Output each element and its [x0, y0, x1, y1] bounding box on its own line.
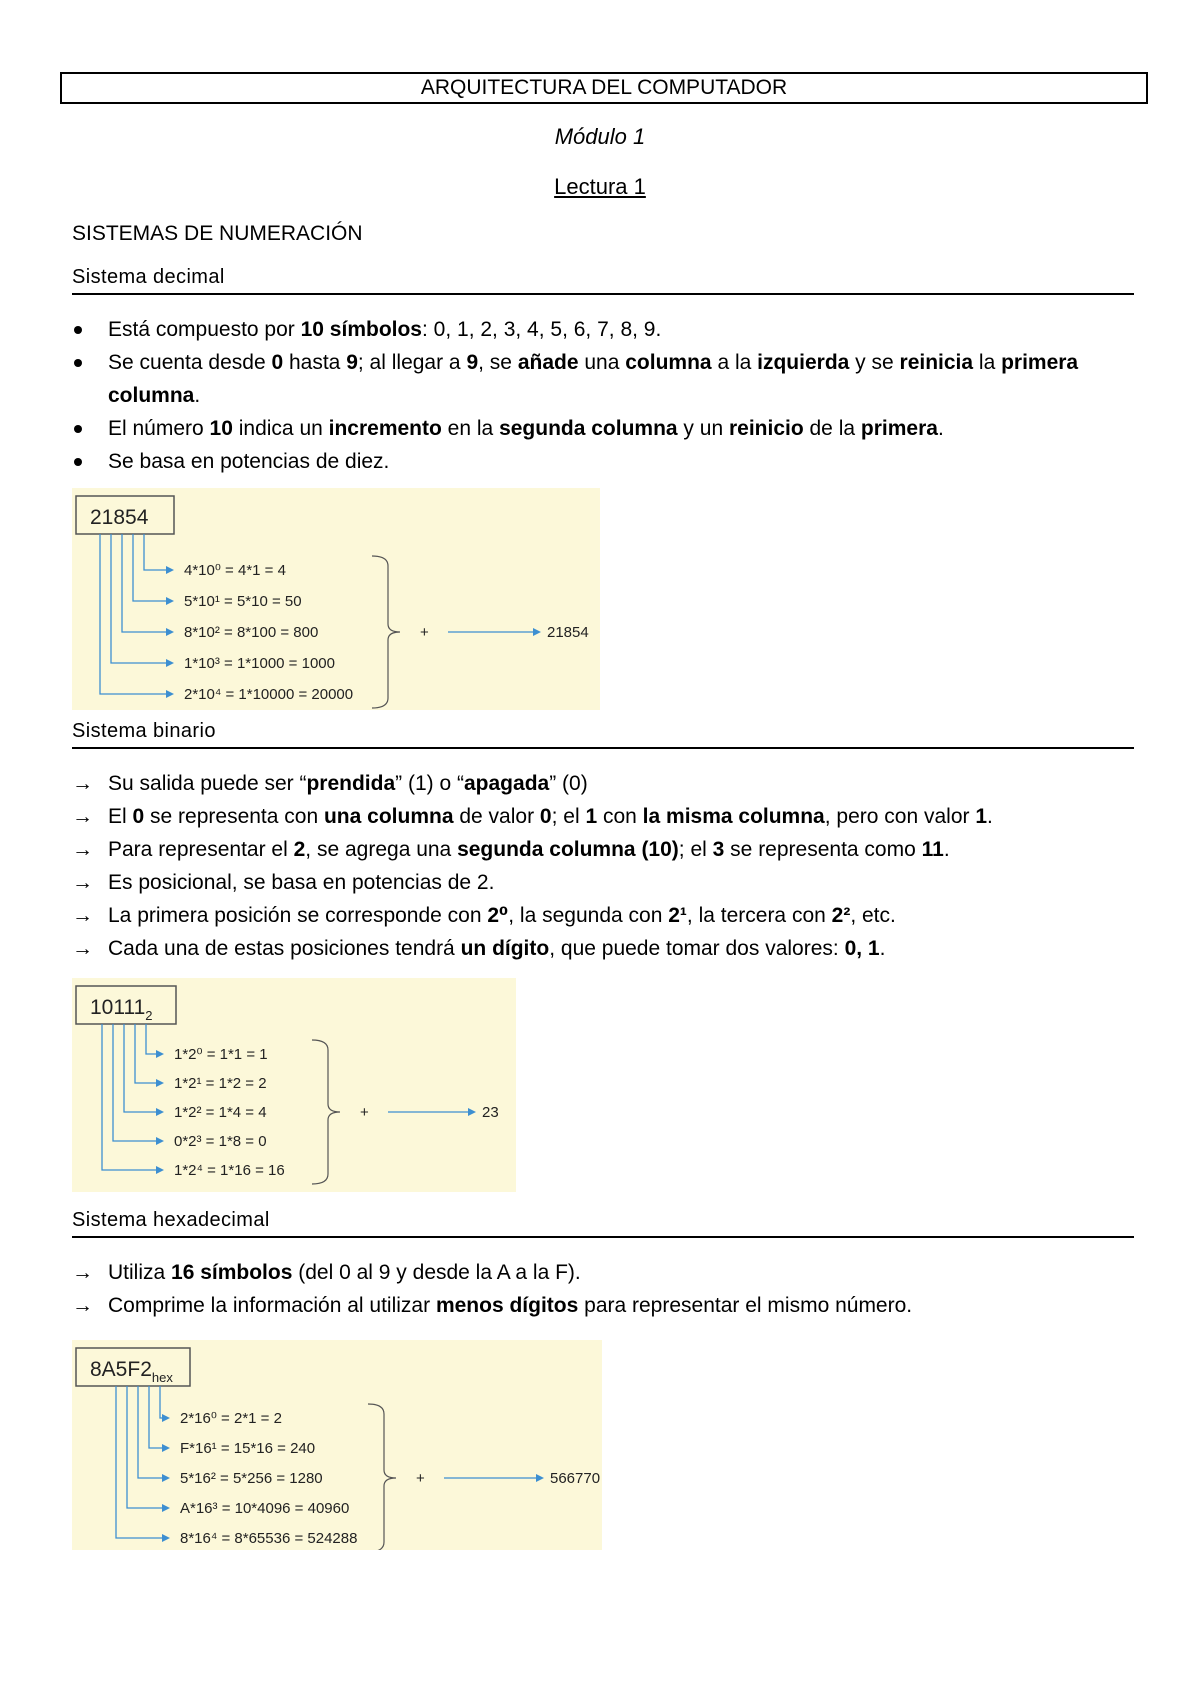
text: , etc. [850, 904, 896, 927]
bold-text: primera [860, 417, 938, 440]
brace-shape [372, 556, 400, 708]
text: de valor [453, 805, 540, 828]
bold-text: reinicio [728, 417, 804, 440]
arrow-head-icon [162, 1474, 170, 1482]
bold-text: segunda columna (10) [457, 838, 679, 861]
text: indica un [232, 417, 329, 440]
binary-bullet-item [72, 899, 1142, 932]
text: con [597, 805, 643, 828]
text: La primera posición se corresponde con [108, 904, 488, 927]
arrow-head-icon [166, 566, 174, 574]
arrow-right-icon: → [72, 937, 93, 960]
bold-text: reinicia [899, 351, 974, 374]
binary-diagram [72, 978, 516, 1192]
branch-line [133, 534, 166, 601]
bold-text: un dígito [460, 937, 550, 960]
text: Es posicional, se basa en potencias de 2. [108, 871, 495, 894]
bold-text: 16 símbolos [171, 1261, 293, 1284]
text: (del 0 al 9 y desde la A a la F). [292, 1261, 581, 1284]
number-label: 21854 [90, 506, 149, 529]
equation-label: 5*16² = 5*256 = 1280 [180, 1470, 323, 1487]
bold-text: menos dígitos [435, 1294, 579, 1317]
bold-text: 0, 1 [844, 937, 880, 960]
text: , que puede tomar dos valores: [549, 937, 845, 960]
equation-label: 1*2⁰ = 1*1 = 1 [174, 1046, 268, 1063]
binary-bullet-item [72, 767, 1142, 800]
text: se representa como [724, 838, 922, 861]
binary-bullet-item [72, 833, 1142, 866]
text: una [578, 351, 626, 374]
bold-text: izquierda [757, 351, 850, 374]
arrow-head-icon [162, 1504, 170, 1512]
bold-text: 1 [585, 805, 598, 828]
text: Se cuenta desde [108, 351, 272, 374]
arrow-head-icon [156, 1108, 164, 1116]
equation-label: 1*2⁴ = 1*16 = 16 [174, 1162, 285, 1179]
bold-text: 10 símbolos [300, 318, 422, 341]
text: Está compuesto por [108, 318, 301, 341]
text: para representar el mismo número. [578, 1294, 913, 1317]
hex-bullet-item [72, 1256, 1142, 1289]
binary-bullet-item [72, 932, 1142, 965]
arrow-right-icon: → [72, 1261, 93, 1284]
decimal-bullet-list [72, 313, 1142, 478]
bold-text: 0 [132, 805, 145, 828]
hex-bullet-item [72, 1289, 1142, 1322]
bullet-dot-icon [74, 359, 82, 367]
branch-line [127, 1386, 162, 1508]
document-title: ARQUITECTURA DEL COMPUTADOR [60, 72, 1148, 104]
arrow-right-icon: → [72, 805, 93, 828]
bold-text: añade [517, 351, 579, 374]
decimal-bullet-item [72, 346, 1142, 412]
text: , se [478, 351, 518, 374]
result-label: 23 [482, 1104, 499, 1121]
arrow-right-icon: → [72, 904, 93, 927]
plus-label: + [416, 1470, 425, 1487]
arrow-head-icon [162, 1444, 170, 1452]
arrow-head-icon [166, 659, 174, 667]
text: de la [803, 417, 861, 440]
reading-label: Lectura 1 [554, 174, 646, 199]
module-label: Módulo 1 [554, 124, 646, 149]
text: ” (0) [549, 772, 588, 795]
text: . [879, 937, 886, 960]
brace-shape [368, 1404, 396, 1550]
bold-text: 10 [209, 417, 233, 440]
arrow-head-icon [156, 1079, 164, 1087]
bold-text: columna [625, 351, 712, 374]
branch-line [102, 1024, 156, 1170]
arrow-head-icon [536, 1474, 544, 1482]
diagram-svg [72, 978, 516, 1192]
result-label: 21854 [547, 624, 589, 641]
bold-text: 0 [271, 351, 284, 374]
equation-label: 8*16⁴ = 8*65536 = 524288 [180, 1530, 358, 1547]
equation-label: F*16¹ = 15*16 = 240 [180, 1440, 316, 1457]
arrow-head-icon [156, 1137, 164, 1145]
bullet-dot-icon [74, 425, 82, 433]
arrow-head-icon [166, 628, 174, 636]
arrow-head-icon [156, 1050, 164, 1058]
equation-label: 1*2² = 1*4 = 4 [174, 1104, 267, 1121]
arrow-head-icon [468, 1108, 476, 1116]
arrow-right-icon: → [72, 838, 93, 861]
text: . [937, 417, 944, 440]
arrow-head-icon [166, 690, 174, 698]
number-subscript: 2 [145, 1008, 153, 1023]
text: hasta [283, 351, 347, 374]
text: . [943, 838, 950, 861]
number-subscript: hex [151, 1370, 173, 1385]
bold-text: la misma columna [642, 805, 825, 828]
text: Utiliza [108, 1261, 172, 1284]
text: , pero con valor [824, 805, 976, 828]
bold-text: prendida [306, 772, 396, 795]
text: y se [849, 351, 900, 374]
arrow-head-icon [162, 1534, 170, 1542]
text: y un [677, 417, 729, 440]
number-label: $10111_2$ [90, 996, 153, 1023]
arrow-head-icon [162, 1414, 170, 1422]
equation-label: 5*10¹ = 5*10 = 50 [184, 593, 302, 610]
text: ; el [678, 838, 713, 861]
branch-line [116, 1386, 162, 1538]
text: ; al llegar a [357, 351, 467, 374]
text: ” (1) o “ [395, 772, 464, 795]
bold-text: 9 [466, 351, 479, 374]
section-title: SISTEMAS DE NUMERACIÓN [72, 222, 363, 245]
text: en la [441, 417, 500, 440]
hex-diagram [72, 1340, 602, 1550]
result-label: 566770 [550, 1470, 601, 1487]
binary-bullet-item [72, 866, 1142, 899]
bold-text: 1 [975, 805, 988, 828]
branch-line [144, 534, 166, 570]
bold-text: primera columna [108, 351, 1079, 407]
diagram-svg [72, 488, 600, 710]
bold-text: 9 [346, 351, 358, 374]
branch-line [138, 1386, 162, 1478]
bold-text: segunda columna [499, 417, 678, 440]
branch-line [124, 1024, 156, 1112]
number-label: $8A5F2_{hex}$ [90, 1358, 173, 1385]
arrow-right-icon: → [72, 871, 93, 894]
hex-bullet-list [72, 1256, 1142, 1322]
bold-text: incremento [328, 417, 442, 440]
text: se representa con [144, 805, 324, 828]
bold-text: 2⁰ [487, 904, 509, 927]
equation-label: 4*10⁰ = 4*1 = 4 [184, 562, 286, 579]
bold-text: 2¹ [668, 904, 687, 927]
equation-label: 2*16⁰ = 2*1 = 2 [180, 1410, 282, 1427]
equation-label: A*16³ = 10*4096 = 40960 [180, 1500, 350, 1517]
equation-label: 2*10⁴ = 1*10000 = 20000 [184, 686, 354, 703]
text: la [973, 351, 1002, 374]
branch-line [160, 1386, 162, 1418]
decimal-heading: Sistema decimal [72, 266, 1134, 295]
decimal-bullet-item [72, 313, 1142, 346]
bold-text: 0 [539, 805, 552, 828]
arrow-head-icon [533, 628, 541, 636]
bullet-dot-icon [74, 458, 82, 466]
text: Se basa en potencias de diez. [108, 450, 390, 473]
plus-label: + [360, 1104, 369, 1121]
equation-label: 1*10³ = 1*1000 = 1000 [184, 655, 335, 672]
hex-heading: Sistema hexadecimal [72, 1209, 1134, 1238]
equation-label: 0*2³ = 1*8 = 0 [174, 1133, 267, 1150]
bold-text: 3 [712, 838, 725, 861]
branch-line [146, 1024, 156, 1054]
binary-bullet-item [72, 800, 1142, 833]
arrow-right-icon: → [72, 772, 93, 795]
text: , la tercera con [686, 904, 832, 927]
text: : 0, 1, 2, 3, 4, 5, 6, 7, 8, 9. [422, 318, 662, 341]
bold-text: 2 [293, 838, 306, 861]
arrow-head-icon [166, 597, 174, 605]
equation-label: 8*10² = 8*100 = 800 [184, 624, 319, 641]
binary-bullet-list [72, 767, 1142, 965]
diagram-svg [72, 1340, 602, 1550]
bold-text: 11 [921, 838, 944, 861]
arrow-right-icon: → [72, 1294, 93, 1317]
text: . [987, 805, 993, 828]
text: El número [108, 417, 210, 440]
bullet-dot-icon [74, 326, 82, 334]
plus-label: + [420, 624, 429, 641]
text: , la segunda con [508, 904, 669, 927]
text: a la [711, 351, 758, 374]
decimal-diagram [72, 488, 600, 710]
text: Su salida puede ser “ [108, 772, 307, 795]
text: . [194, 384, 201, 407]
decimal-bullet-item [72, 412, 1142, 445]
bold-text: una columna [323, 805, 454, 828]
text: Para representar el [108, 838, 294, 861]
text: , se agrega una [305, 838, 458, 861]
decimal-bullet-item [72, 445, 1142, 478]
text: Cada una de estas posiciones tendrá [108, 937, 461, 960]
branch-line [111, 534, 166, 663]
bold-text: apagada [464, 772, 550, 795]
brace-shape [312, 1040, 340, 1184]
text: El [108, 805, 133, 828]
equation-label: 1*2¹ = 1*2 = 2 [174, 1075, 267, 1092]
binary-heading: Sistema binario [72, 720, 1134, 749]
text: ; el [551, 805, 586, 828]
text: Comprime la información al utilizar [108, 1294, 436, 1317]
arrow-head-icon [156, 1166, 164, 1174]
bold-text: 2² [831, 904, 851, 927]
